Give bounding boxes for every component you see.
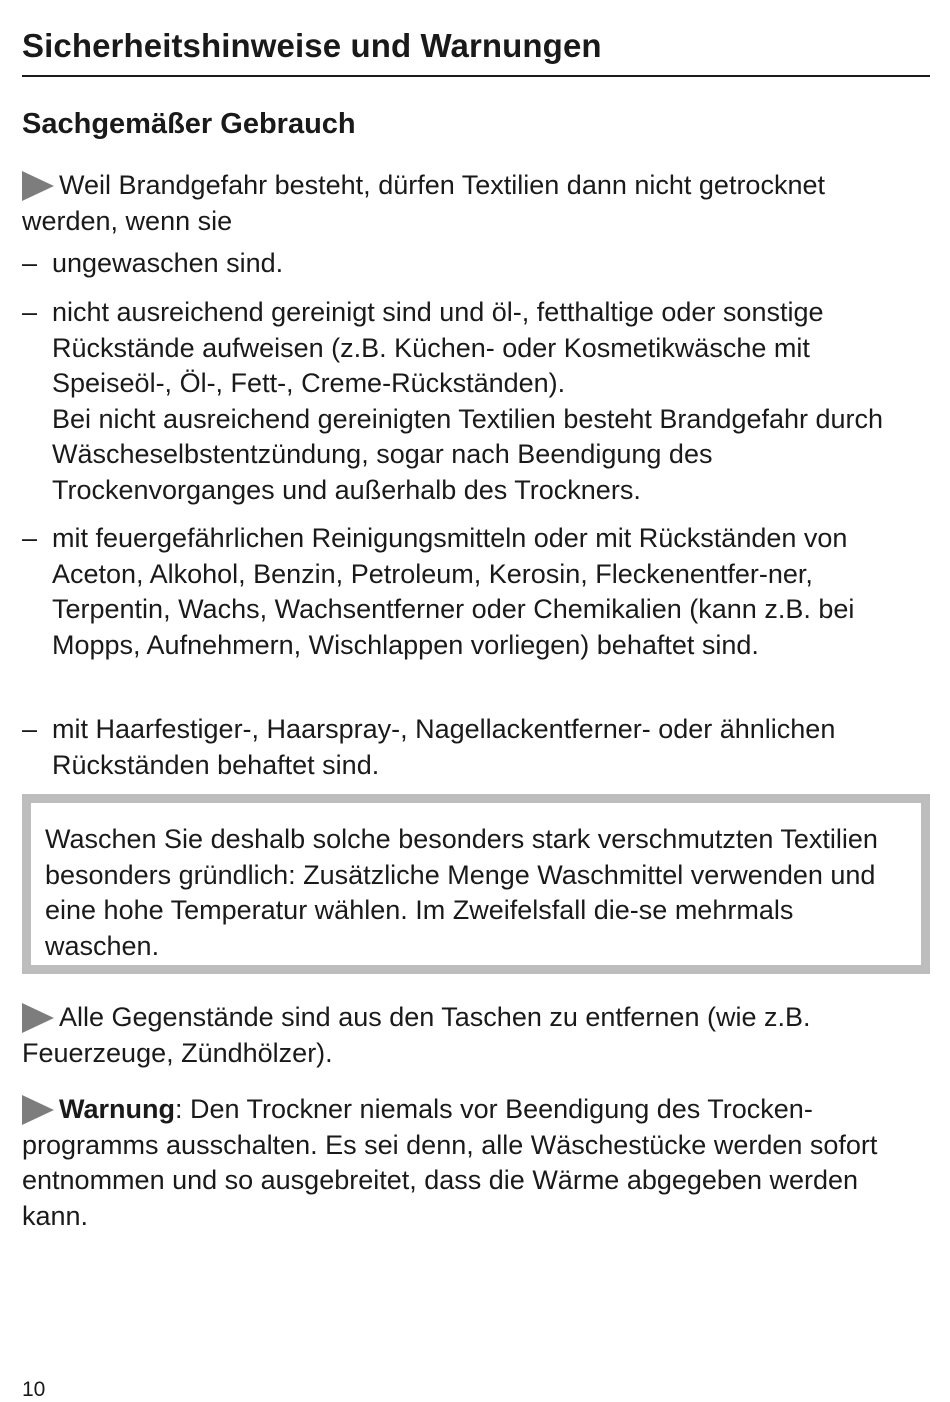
notice-text: Waschen Sie deshalb solche besonders stark verschmutzten Textilien besonders gründlich: Zusätzliche Menge Waschmittel verwenden und eine hohe Temperatur wählen. Im Zweifelsfall die-se mehrmals waschen. bbox=[45, 824, 878, 961]
list-item-text: mit feuergefährlichen Reinigungsmitteln oder mit Rückständen von Aceton, Alkohol, Benzin, Petroleum, Kerosin, Fleckenentfer-ner, Terpentin, Wachs, Wachsentferner oder Chemikalien (kann z.B. bei Mopps, Aufnehmern, Wischlappen vorliegen) behaftet sind. bbox=[52, 523, 855, 660]
title-divider bbox=[22, 75, 930, 77]
list-item-text: nicht ausreichend gereinigt sind und öl-, fetthaltige oder sonstige Rückstände aufweisen (z.B. Küchen- oder Kosmetikwäsche mit Speiseöl-, Öl-, Fett-, Creme-Rückständen). bbox=[52, 297, 824, 398]
warning-paragraph-pockets bbox=[22, 1000, 928, 1071]
list-item bbox=[22, 246, 928, 282]
triangle-arrow-icon bbox=[22, 1003, 54, 1033]
dash-marker: – bbox=[22, 248, 38, 278]
triangle-arrow-icon bbox=[22, 171, 54, 201]
page-number: 10 bbox=[22, 1378, 46, 1401]
list-item-text: ungewaschen sind. bbox=[52, 248, 284, 278]
list-item bbox=[22, 295, 928, 508]
warning-pockets-text: Alle Gegenstände sind aus den Taschen zu entfernen (wie z.B. Feuerzeuge, Zündhölzer). bbox=[22, 1002, 811, 1068]
list-item-text: mit Haarfestiger-, Haarspray-, Nagellackentferner- oder ähnlichen Rückständen behaftet sind. bbox=[52, 714, 836, 780]
warning-switch-off-text: : Den Trockner niemals vor Beendigung des Trocken-programms ausschalten. Es sei denn, alle Wäschestücke werden sofort entnommen und so ausgebreitet, dass die Wärme abgegeben werden kann. bbox=[22, 1094, 878, 1231]
dash-marker: – bbox=[22, 714, 38, 744]
dash-marker: – bbox=[22, 523, 38, 553]
warning-intro-text: Weil Brandgefahr besteht, dürfen Textilien dann nicht getrocknet werden, wenn sie bbox=[22, 170, 825, 236]
list-item-continuation: Bei nicht ausreichend gereinigten Textilien besteht Brandgefahr durch Wäscheselbstentzündung, sogar nach Beendigung des Trockenvorganges und außerhalb des Trockners. bbox=[52, 403, 884, 505]
notice-box bbox=[22, 794, 930, 974]
list-item bbox=[22, 712, 928, 783]
page-title: Sicherheitshinweise und Warnungen bbox=[22, 27, 602, 64]
list-item bbox=[22, 521, 928, 663]
warning-label: Warnung bbox=[59, 1094, 175, 1124]
section-heading: Sachgemäßer Gebrauch bbox=[22, 108, 356, 140]
warning-paragraph-fire bbox=[22, 168, 928, 239]
triangle-arrow-icon bbox=[22, 1095, 54, 1125]
warning-paragraph-switch-off bbox=[22, 1092, 928, 1234]
dash-marker: – bbox=[22, 297, 38, 327]
